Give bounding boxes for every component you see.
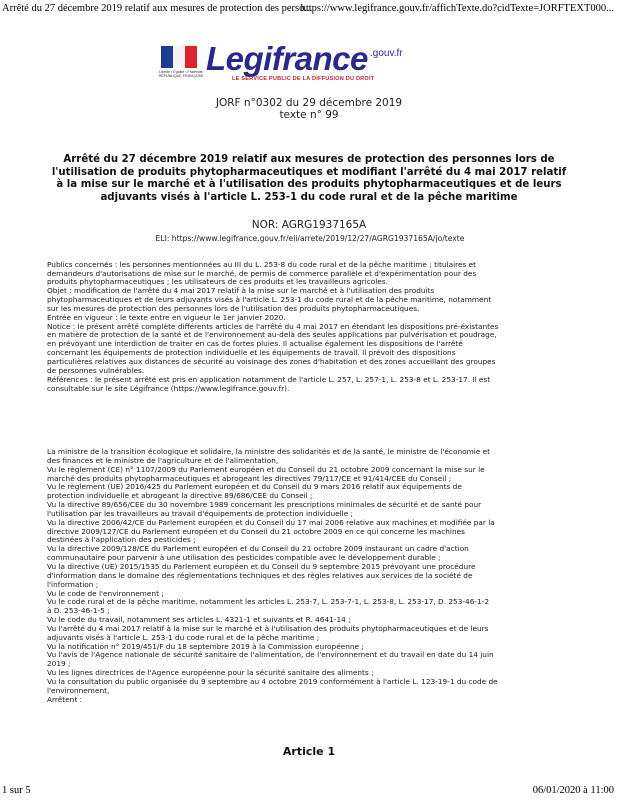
text-line: l'environnement, <box>47 685 110 695</box>
text-line: à D. 253-46-1-5 ; <box>47 606 110 616</box>
text-line: directive 2009/127/CE du Parlement européen et du Conseil du 21 octobre 2009 en ce qui concerne les machines <box>47 526 465 536</box>
marianne-emblem <box>158 44 202 84</box>
text-line: Publics concernés : les personnes mentionnées au III du L. 253-8 du code rural et de la pêche maritime ; titulaires et <box>47 259 477 269</box>
text-line: Vu le règlement (UE) 2016/425 du Parlement européen et du Conseil du 9 mars 2016 relatif aux équipements de <box>47 482 462 492</box>
text-line: particulières relatives aux distances de sécurité au voisinage des zones d'habitation et des zones accueillant des groupes <box>47 356 496 366</box>
text-line: Vu le code de l'environnement ; <box>47 588 164 598</box>
text-line: Notice : le présent arrêté complète différents articles de l'arrêté du 4 mai 2017 en étendant les dispositions pré-éxistantes <box>47 321 499 331</box>
jorf-number: JORF n°0302 du 29 décembre 2019 <box>215 97 403 109</box>
text-line: Vu la directive 2009/128/CE du Parlement européen et du Conseil du 21 octobre 2009 instaurant un cadre d'action <box>47 544 469 554</box>
text-line: Vu l'avis de l'Agence nationale de sécurité sanitaire de l'alimentation, de l'environnement et du travail en date du 14 juin <box>47 650 494 660</box>
page-counter: 1 sur 5 <box>2 785 31 796</box>
text-line: d'information dans le domaine des réglementations techniques et des règles relatives aux services de la société de <box>47 570 473 580</box>
text-line: Entrée en vigueur : le texte entre en vigueur le 1er janvier 2020. <box>47 312 286 322</box>
logo-domain: .gouv.fr <box>370 48 403 59</box>
text-line: Objet : modification de l'arrêté du 4 mai 2017 relatif à la mise sur le marché et à l'utilisation des produits <box>47 286 435 296</box>
text-line: phytopharmaceutiques et de leurs adjuvants visés à l'article L. 253-1 du code rural et de la pêche maritime, notamment <box>47 295 492 305</box>
visa-lines <box>47 448 575 704</box>
texte-number: texte n° 99 <box>279 109 339 121</box>
text-line: Vu le règlement (CE) n° 1107/2009 du Parlement européen et du Conseil du 21 octobre 2009 concernant la mise sur le <box>47 464 485 474</box>
text-line: en prévoyant une interdiction de traiter en cas de fortes pluies. Il actualise également les dispositions de l'arrêté <box>47 339 463 349</box>
text-line: Vu l'arrêté du 4 mai 2017 relatif à la mise sur le marché et à l'utilisation des produits phytopharmaceutiques et de leurs <box>47 623 489 633</box>
text-line: en matière de protection de la santé et de l'environnement au-delà des seules applications par pulvérisation et poudrage, <box>47 330 497 340</box>
french-flag-icon <box>161 46 197 68</box>
notice-section <box>47 243 575 393</box>
eli-link[interactable]: ELI: https://www.legifrance.gouv.fr/eli/arrete/2019/12/27/AGRG1937165A/jo/texte <box>155 234 465 243</box>
text-line: produits phytopharmaceutiques ; les utilisateurs de ces produits et les travailleurs agricoles. <box>47 277 388 287</box>
text-line: protection individuelle et abrogeant la directive 89/686/CEE du Conseil ; <box>47 491 313 501</box>
text-line: des finances et le ministre de l'agriculture et de l'alimentation, <box>47 455 279 465</box>
text-line: adjuvants visés à l'article L. 253-1 du code rural et de la pêche maritime ; <box>47 632 320 642</box>
text-line: Vu le code rural et de la pêche maritime, notamment les articles L. 253-7, L. 253-7-1, L. 253-8, L. 253-17, D. 253-46-1-2 <box>47 597 490 607</box>
text-line: concernant les équipements de protection individuelle et les équipements de travail. Il prévoit des dispositions <box>47 348 456 358</box>
print-timestamp: 06/01/2020 à 11:00 <box>532 785 614 796</box>
text-line: Vu la directive 2006/42/CE du Parlement européen et du Conseil du 17 mai 2006 relative aux machines et modifiée par la <box>47 517 495 527</box>
article-heading: Article 1 <box>282 745 336 758</box>
text-line: consultable sur le site Légifrance (https://www.legifrance.gouv.fr). <box>47 383 290 393</box>
text-line: Vu le code du travail, notamment ses articles L. 4321-1 et suivants et R. 4641-14 ; <box>47 615 351 625</box>
text-line: communautaire pour parvenir à une utilisation des pesticides compatible avec le développement durable ; <box>47 553 441 563</box>
logo-tagline: LE SERVICE PUBLIC DE LA DIFFUSION DU DROIT <box>232 76 375 82</box>
logo-wordmark: Legifrance <box>206 40 368 77</box>
nor-reference: NOR: AGRG1937165A <box>251 219 367 231</box>
text-line: Références : le présent arrêté est pris en application notamment de l'article L. 257, L. 257-1, L. 253-8 et L. 253-17. Il est <box>47 374 491 384</box>
text-line: Arrêtent : <box>47 694 83 704</box>
text-line: sur les mesures de protection des personnes lors de l'utilisation des produits phytopharmaceutiques. <box>47 303 420 313</box>
print-header-title: Arrêté du 27 décembre 2019 relatif aux mesures de protection des perso... <box>2 3 313 14</box>
text-line: l'information ; <box>47 579 99 589</box>
text-line: marché des produits phytopharmaceutiques et abrogeant les directives 79/117/CE et 91/414/CEE du Conseil ; <box>47 473 452 483</box>
text-line: Vu les lignes directrices de l'Agence européenne pour la sécurité sanitaire des aliments ; <box>47 668 374 678</box>
text-line: 2019 ; <box>47 659 71 669</box>
text-line: destinées à l'application des pesticides ; <box>47 535 196 545</box>
republic-motto: Liberté • Égalité • Fraternité RÉPUBLIQUE FRANÇAISE <box>158 70 204 79</box>
text-line: La ministre de la transition écologique et solidaire, la ministre des solidarités et de la santé, le ministre de l'économie et <box>47 447 491 456</box>
text-line: Vu la notification n° 2019/451/F du 18 septembre 2019 à la Commission européenne ; <box>47 641 364 651</box>
text-line: Vu la directive 89/656/CEE du 30 novembre 1989 concernant les prescriptions minimales de sécurité et de santé pour <box>47 500 482 510</box>
text-line: l'utilisation par les travailleurs au travail d'équipements de protection individuelle ; <box>47 508 354 518</box>
print-header-url: https://www.legifrance.gouv.fr/affichTexte.do?cidTexte=JORFTEXT000... <box>300 3 614 14</box>
visa-section <box>47 448 575 704</box>
text-line: de personnes vulnérables. <box>47 365 145 375</box>
notice-lines <box>47 261 575 394</box>
jorf-reference <box>0 97 618 121</box>
text-line: Vu la consultation du public organisée du 9 septembre au 4 octobre 2019 conformément à l'article L. 123-19-1 du code de <box>47 676 498 686</box>
document-title: Arrêté du 27 décembre 2019 relatif aux mesures de protection des personnes lors de l'utilisation de produits phytopharmaceutiques et modifiant l'arrêté du 4 mai 2017 relatif à la mise sur le marché et à l'utilisation des produits phytopharmaceutiques et de leurs adjuvants visés à l'article L. 253-1 du code rural et de la pêche maritime <box>51 154 567 203</box>
text-line: Vu la directive (UE) 2015/1535 du Parlement européen et du Conseil du 9 septembre 2015 prévoyant une procédure <box>47 561 476 571</box>
text-line: demandeurs d'autorisations de mise sur le marché, de permis de commerce parallèle et d'expérimentation pour des <box>47 268 477 278</box>
legifrance-logo <box>158 40 458 84</box>
